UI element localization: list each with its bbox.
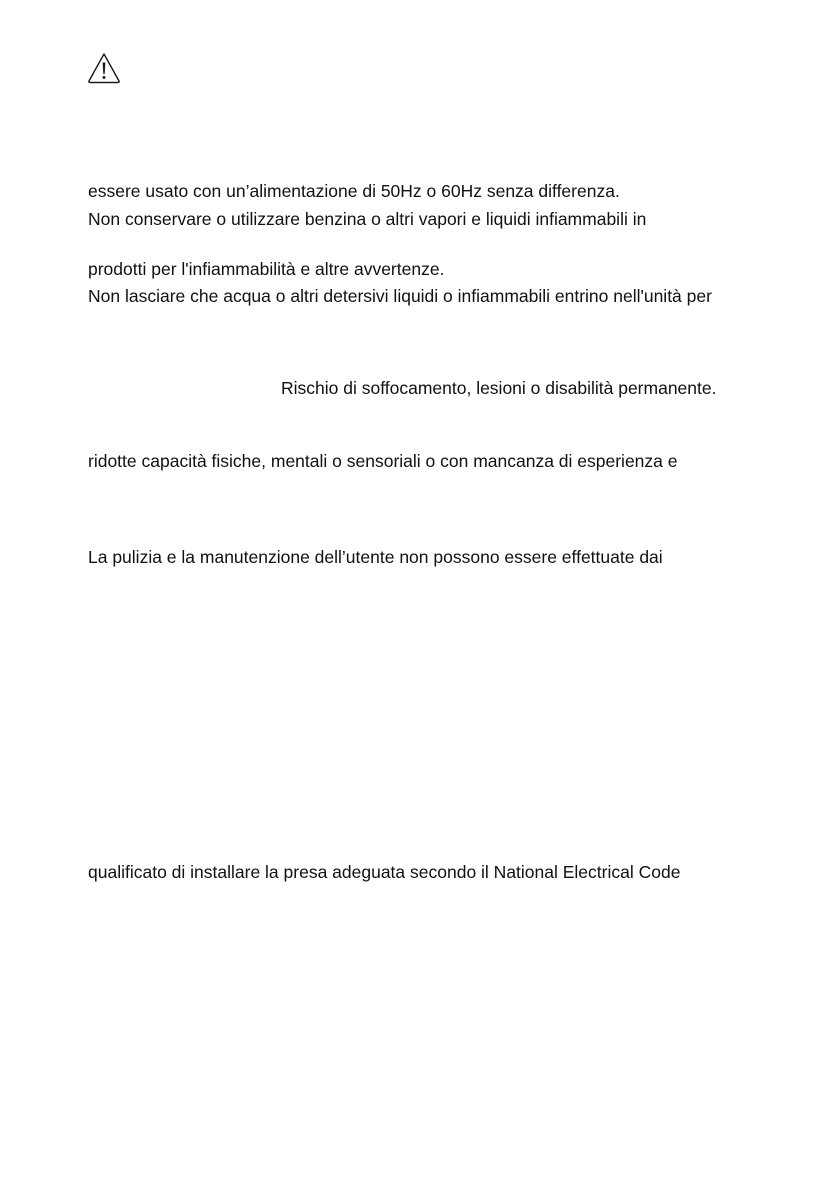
warning-triangle-icon — [87, 52, 121, 84]
text-line: essere usato con un’alimentazione di 50Hz o 60Hz senza differenza. — [88, 181, 620, 201]
text-line: ridotte capacità fisiche, mentali o sensoriali o con mancanza di esperienza e — [88, 451, 678, 471]
text-line: Non lasciare che acqua o altri detersivi liquidi o infiammabili entrino nell'unità per — [88, 286, 712, 306]
text-line: Non conservare o utilizzare benzina o altri vapori e liquidi infiammabili in — [88, 209, 647, 229]
text-line: La pulizia e la manutenzione dell’utente non possono essere effettuate dai — [88, 547, 663, 567]
text-line: qualificato di installare la presa adeguata secondo il National Electrical Code — [88, 862, 681, 882]
text-line: Rischio di soffocamento, lesioni o disabilità permanente. — [281, 378, 717, 398]
text-line: prodotti per l'infiammabilità e altre avvertenze. — [88, 259, 445, 279]
